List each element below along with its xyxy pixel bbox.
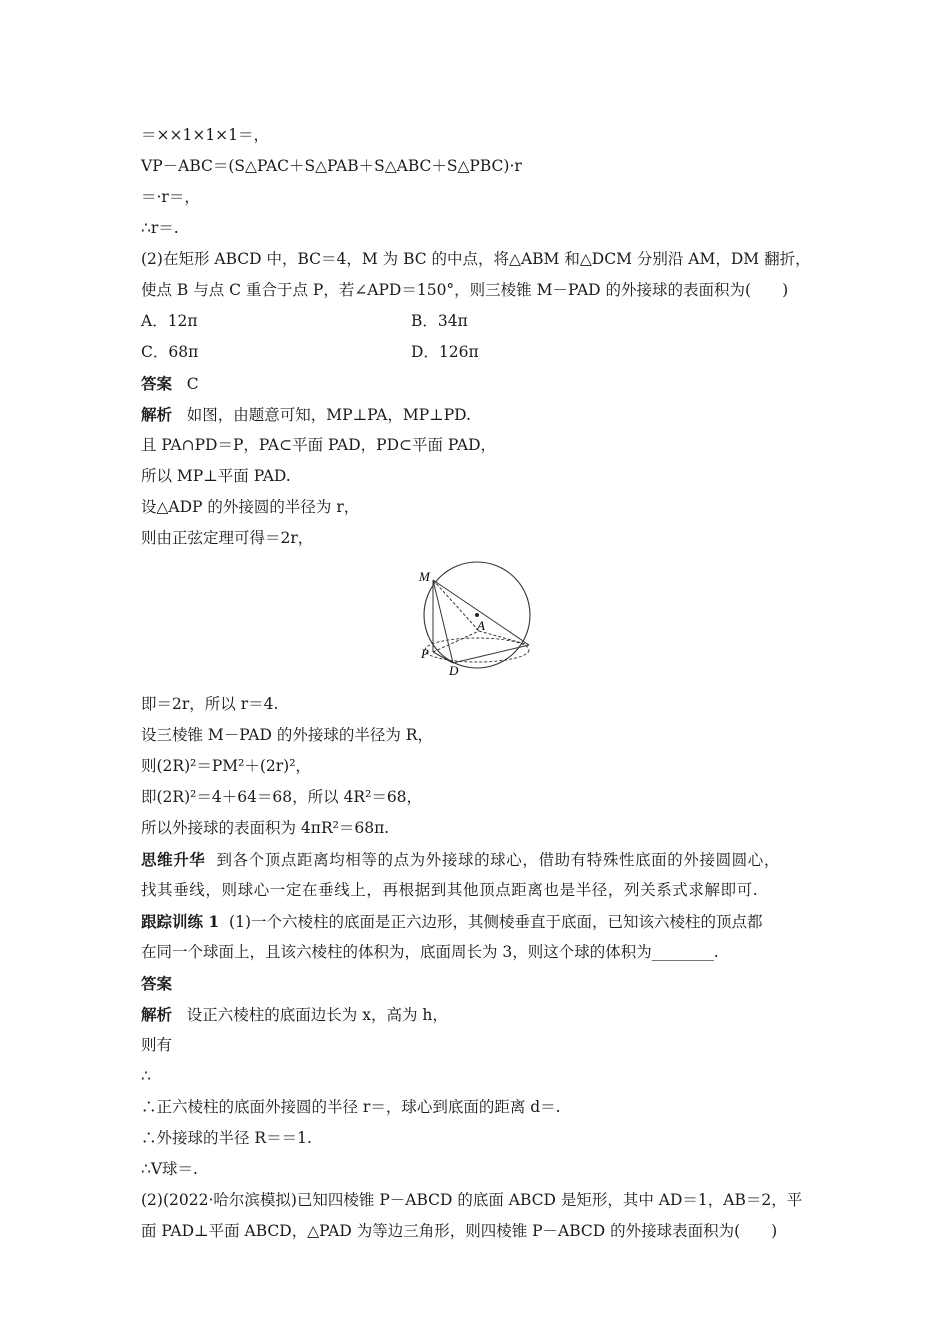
document-page	[141, 120, 821, 1247]
text-line: 则有	[141, 1036, 173, 1054]
edge-pa	[433, 631, 479, 652]
text-line: 所以外接球的表面积为 4πR²＝68π.	[141, 819, 390, 837]
choice-a: A．12π	[141, 312, 198, 330]
text-line: ＝××1×1×1＝，	[141, 126, 270, 144]
choice-b: B．34π	[411, 312, 468, 330]
analysis-label: 解析	[141, 405, 173, 424]
analysis-line	[141, 399, 821, 430]
practice-text-1: (1)一个六棱柱的底面是正六边形，其侧棱垂直于底面，已知该六棱柱的顶点都	[229, 913, 763, 931]
practice-line-2: 在同一个球面上，且该六棱柱的体积为，底面周长为 3，则这个球的体积为________.	[141, 943, 719, 961]
text-line: ∴	[141, 1067, 151, 1085]
answer-value: C	[186, 375, 199, 393]
text-line: 且 PA∩PD＝P，PA⊂平面 PAD，PD⊂平面 PAD，	[141, 436, 497, 454]
text-line: ∴r＝.	[141, 219, 179, 237]
edge-m-right	[433, 580, 529, 645]
practice-label: 跟踪训练 1	[141, 912, 220, 931]
practice-line	[141, 906, 821, 937]
text-line: 即(2R)²＝4＋64＝68，所以 4R²＝68，	[141, 788, 423, 806]
thinking-line	[141, 844, 821, 875]
text-line: ＝·r＝，	[141, 188, 200, 206]
choice-row	[141, 306, 821, 337]
edge-md	[433, 580, 453, 663]
analysis-text: 如图，由题意可知，MP⊥PA，MP⊥PD.	[186, 406, 471, 424]
answer-label: 答案	[141, 374, 173, 393]
text-line: VP－ABC＝(S△PAC＋S△PAB＋S△ABC＋S△PBC)·r	[141, 157, 522, 175]
analysis-text: 设正六棱柱的底面边长为 x，高为 h，	[186, 1006, 448, 1024]
thinking-text-1: 到各个顶点距离均相等的点为外接球的球心，借助有特殊性底面的外接圆圆心，	[216, 851, 780, 869]
question-line: (2)(2022·哈尔滨模拟)已知四棱锥 P－ABCD 的底面 ABCD 是矩形，其中 AD＝1，AB＝2，平	[141, 1191, 803, 1209]
text-line: 设△ADP 的外接圆的半径为 r，	[141, 498, 360, 516]
text-line: 设三棱锥 M－PAD 的外接球的半径为 R，	[141, 726, 433, 744]
question-line: 面 PAD⊥平面 ABCD，△PAD 为等边三角形，则四棱锥 P－ABCD 的外接球表面积为( )	[141, 1222, 778, 1240]
text-line: 则由正弦定理可得＝2r，	[141, 529, 314, 547]
text-line: 则(2R)²＝PM²＋(2r)²，	[141, 757, 311, 775]
edge-ma	[433, 580, 479, 631]
text-line: ∴正六棱柱的底面外接圆的半径 r＝，球心到底面的距离 d＝.	[141, 1098, 561, 1116]
text-line: ∴V球＝.	[141, 1160, 198, 1178]
answer-line	[141, 968, 821, 999]
edge-d-right	[453, 645, 529, 663]
choice-d: D．126π	[411, 343, 479, 361]
label-d: D	[449, 663, 459, 678]
sphere-pyramid-diagram	[411, 560, 541, 685]
geometry-figure	[141, 560, 821, 685]
text-line: ∴外接球的半径 R＝＝1.	[141, 1129, 312, 1147]
analysis-line	[141, 999, 821, 1030]
base-circle	[425, 638, 529, 662]
label-m: M	[419, 569, 430, 584]
analysis-label: 解析	[141, 1005, 173, 1024]
thinking-label: 思维升华	[141, 850, 206, 869]
text-line: 所以 MP⊥平面 PAD.	[141, 467, 291, 485]
question-line: 使点 B 与点 C 重合于点 P，若∠APD＝150°，则三棱锥 M－PAD 的外接球的表面积为( )	[141, 281, 789, 299]
answer-label: 答案	[141, 974, 173, 993]
label-p: P	[421, 646, 429, 661]
choice-row	[141, 337, 821, 368]
choice-c: C．68π	[141, 343, 199, 361]
label-a: A	[477, 618, 485, 633]
thinking-line-2: 找其垂线，则球心一定在垂线上，再根据到其他顶点距离也是半径，列关系式求解即可.	[141, 881, 759, 899]
answer-line	[141, 368, 821, 399]
question-line: (2)在矩形 ABCD 中，BC＝4，M 为 BC 的中点，将△ABM 和△DCM 分别沿 AM，DM 翻折，	[141, 250, 811, 268]
text-line: 即＝2r，所以 r＝4.	[141, 695, 279, 713]
sphere-center-point	[475, 613, 479, 617]
